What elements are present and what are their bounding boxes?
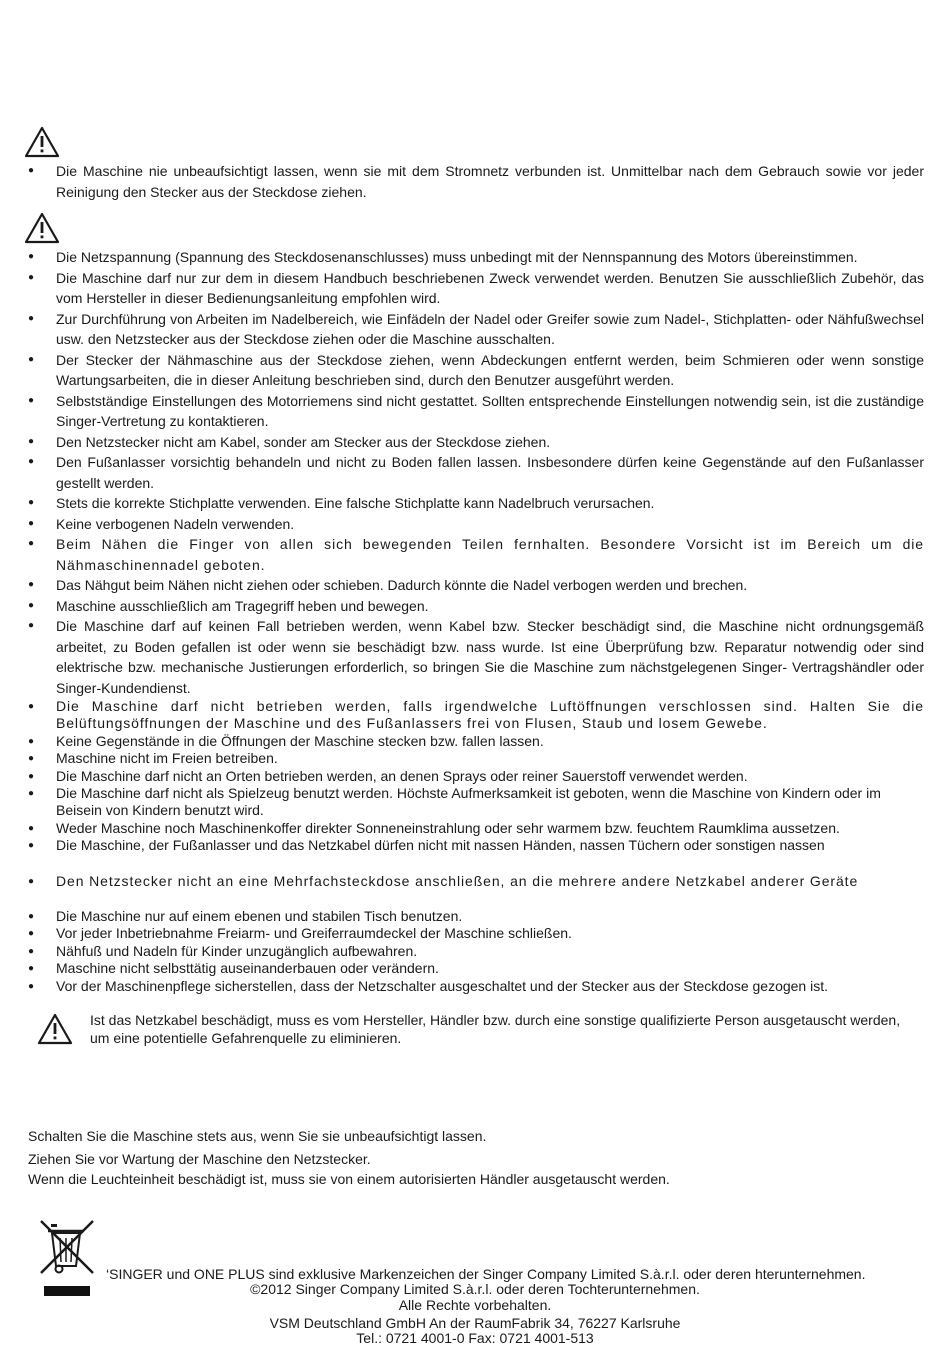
list-item: ● Keine Gegenstände in die Öffnungen der Maschine stecken bzw. fallen lassen.	[28, 733, 924, 750]
list-item: ● Selbstständige Einstellungen des Motorriemens sind nicht gestattet. Sollten entsprechende Einstellungen notwendig sein, ist die zuständige Singer-Vertretung zu kontaktieren.	[28, 391, 924, 432]
light-note-line: Ziehen Sie vor Wartung der Maschine den Netzstecker.	[28, 1151, 371, 1167]
list-item: ● Die Netzspannung (Spannung des Steckdosenanschlusses) muss unbedingt mit der Nennspannung des Motors übereinstimmen.	[28, 247, 924, 268]
safety-list-environment	[28, 698, 924, 995]
list-item: ● Die Maschine darf auf keinen Fall betrieben werden, wenn Kabel bzw. Stecker beschädigt sind, die Maschine nicht ordnungsgemäß arbeitet, zu Boden gefallen ist oder wenn sie beschädigt bzw. nass wurde. Ist eine Überprüfung bzw. Reparatur notwendig oder sind elektrische bzw. mechanische Justierungen erforderlich, so bringen Sie die Maschine zum nächstgelegenen Singer- Vertragshändler oder Singer-Kundendienst.	[28, 616, 924, 698]
list-item: ● Den Netzstecker nicht am Kabel, sonder am Stecker aus der Steckdose ziehen.	[28, 432, 924, 453]
list-item: ● Die Maschine darf nicht an Orten betrieben werden, an denen Sprays oder reiner Sauerstoff verwendet werden.	[28, 768, 924, 785]
list-item: ● Den Fußanlasser vorsichtig behandeln und nicht zu Boden fallen lassen. Insbesondere dürfen keine Gegenstände auf den Fußanlasser gestellt werden.	[28, 452, 924, 493]
spacer	[28, 890, 924, 908]
power-cable-note: Ist das Netzkabel beschädigt, muss es vom Hersteller, Händler bzw. durch eine sonstige qualifizierte Person ausgetauscht werden, um eine potentielle Gefahrenquelle zu eliminieren.	[90, 1012, 901, 1046]
list-item: ● Die Maschine darf nicht als Spielzeug benutzt werden. Höchste Aufmerksamkeit ist geboten, wenn die Maschine von Kindern oder im Beisein von Kindern benutzt wird.	[28, 785, 924, 820]
list-item: ● Maschine ausschließlich am Tragegriff heben und bewegen.	[28, 596, 924, 617]
list-item: ● Weder Maschine noch Maschinenkoffer direkter Sonneneinstrahlung oder sehr warmem bzw. feuchtem Raumklima aussetzen.	[28, 820, 924, 837]
list-item: ● Beim Nähen die Finger von allen sich bewegenden Teilen fernhalten. Besondere Vorsicht ist im Bereich um die Nähmaschinennadel geboten.	[28, 534, 924, 575]
list-item: ● Nähfuß und Nadeln für Kinder unzugänglich aufbewahren.	[28, 943, 924, 960]
list-item: ● Vor der Maschinenpflege sicherstellen, dass der Netzschalter ausgeschaltet und der Stecker aus der Steckdose gezogen ist.	[28, 978, 924, 995]
phone-line: Tel.: 0721 4001-0 Fax: 0721 4001-513	[356, 1330, 594, 1346]
spacer	[28, 855, 924, 873]
rights-line: Alle Rechte vorbehalten.	[398, 1297, 552, 1313]
list-item: ● Stets die korrekte Stichplatte verwenden. Eine falsche Stichplatte kann Nadelbruch verursachen.	[28, 493, 924, 514]
list-item: ● Das Nähgut beim Nähen nicht ziehen oder schieben. Dadurch könnte die Nadel verbogen werden und brechen.	[28, 575, 924, 596]
warning-icon	[24, 212, 60, 244]
safety-list-general	[28, 161, 924, 202]
list-item: ● Die Maschine darf nicht betrieben werden, falls irgendwelche Luftöffnungen verschlossen sind. Halten Sie die Belüftungsöffnungen der Maschine und des Fußanlassers frei von Flusen, Staub und losem Gewebe.	[28, 698, 924, 733]
light-note-line: Schalten Sie die Maschine stets aus, wenn Sie sie unbeaufsichtigt lassen.	[28, 1128, 487, 1144]
safety-list-operation	[28, 247, 924, 698]
list-item: ● Der Stecker der Nähmaschine aus der Steckdose ziehen, wenn Abdeckungen entfernt werden, beim Schmieren oder wenn sonstige Wartungsarbeiten, die in dieser Anleitung beschrieben sind, durch den Benutzer ausgeführt werden.	[28, 350, 924, 391]
list-item: ● Die Maschine nur auf einem ebenen und stabilen Tisch benutzen.	[28, 908, 924, 925]
trademark-line: ‘SINGER und ONE PLUS sind exklusive Markenzeichen der Singer Company Limited S.à.r.l. oder deren hterunternehmen.	[106, 1266, 866, 1282]
warning-icon	[24, 126, 60, 158]
copyright-line: ©2012 Singer Company Limited S.à.r.l. oder deren Tochterunternehmen.	[250, 1281, 700, 1297]
warning-icon	[37, 1013, 73, 1045]
list-item: ● Die Maschine, der Fußanlasser und das Netzkabel dürfen nicht mit nassen Händen, nassen Tüchern oder sonstigen nassen	[28, 837, 924, 854]
list-item: ● Keine verbogenen Nadeln verwenden.	[28, 514, 924, 535]
list-item: ● Zur Durchführung von Arbeiten im Nadelbereich, wie Einfädeln der Nadel oder Greifer sowie zum Nadel-, Stichplatten- oder Nähfußwechsel usw. den Netzstecker aus der Steckdose ziehen oder die Maschine ausschalten.	[28, 309, 924, 350]
list-item: ● Die Maschine darf nur zur dem in diesem Handbuch beschriebenen Zweck verwendet werden. Benutzen Sie ausschließlich Zubehör, das vom Hersteller in dieser Bedienungsanleitung empfohlen wird.	[28, 268, 924, 309]
list-item: ● Den Netzstecker nicht an eine Mehrfachsteckdose anschließen, an die mehrere andere Netzkabel anderer Geräte	[28, 873, 924, 890]
light-note-line: Wenn die Leuchteinheit beschädigt ist, muss sie von einem autorisierten Händler ausgetauscht werden.	[28, 1171, 670, 1187]
address-line: VSM Deutschland GmbH An der RaumFabrik 34, 76227 Karlsruhe	[269, 1315, 681, 1331]
list-item: ● Maschine nicht im Freien betreiben.	[28, 750, 924, 767]
list-item: ● Die Maschine nie unbeaufsichtigt lassen, wenn sie mit dem Stromnetz verbunden ist. Unmittelbar nach dem Gebrauch sowie vor jeder Reinigung den Stecker aus der Steckdose ziehen.	[28, 161, 924, 202]
list-item: ● Vor jeder Inbetriebnahme Freiarm- und Greiferraumdeckel der Maschine schließen.	[28, 925, 924, 942]
list-item: ● Maschine nicht selbsttätig auseinanderbauen oder verändern.	[28, 960, 924, 977]
